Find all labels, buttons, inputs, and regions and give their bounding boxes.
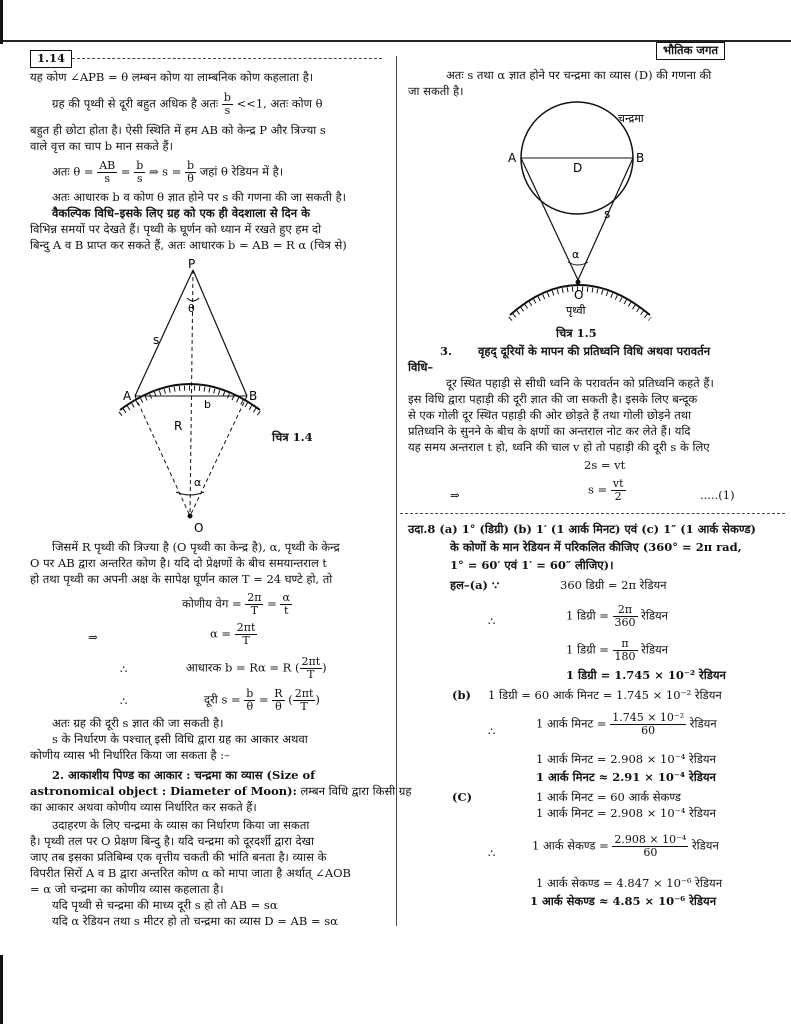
left-para-16: उदाहरण के लिए चन्द्रमा के व्यास का निर्धारण किया जा सकता <box>52 818 310 832</box>
running-title: भौतिक जगत <box>656 42 725 60</box>
angular-velocity-equation: कोणीय वेग = $\frac{2\pi}{T}$ = $\frac{\alpha}{t}$ <box>182 591 290 617</box>
left-edge-mark <box>0 0 3 44</box>
solution-a-line3: 1 डिग्री = $\frac{\pi}{180}$ रेडियन <box>566 637 669 663</box>
section-3-number: 3. <box>440 344 453 358</box>
right-para-6: प्रतिध्वनि के सुनने के बीच के क्षणों का अन्तराल नोट कर लेते हैं। यदि <box>408 424 691 438</box>
fig14-label-s: s <box>153 333 160 347</box>
fig15-label-earth: पृथ्वी <box>566 304 586 317</box>
eq3-symbol: ⇒ <box>88 630 98 644</box>
left-para-18: जाए तब इसका प्रतिबिम्ब एक वृत्तीय चकती की भांति बनता है। व्यास के <box>30 850 327 864</box>
fig15-label-o: O <box>574 288 584 302</box>
solution-label: हल–(a) ∵ <box>450 578 500 592</box>
left-para-2: ग्रह की पृथ्वी से दूरी बहुत अधिक है अतः $\frac{b}{s}$ <<1, अतः कोण θ <box>52 91 323 117</box>
left-para-20: = α जो चन्द्रमा का कोणीय व्यास कहलाता है। <box>30 882 224 896</box>
section-3-heading-line2: विधि– <box>408 360 434 374</box>
solution-c-result: 1 आर्क सेकण्ड ≈ 4.85 × 10⁻⁶ रेडियन <box>530 894 717 908</box>
right-para-2: जा सकती है। <box>408 84 464 98</box>
left-para-21: यदि पृथ्वी से चन्द्रमा की माध्य दूरी s हो तो AB = sα <box>52 898 278 912</box>
fig15-label-a: A <box>508 151 517 165</box>
eq4-symbol: ∴ <box>120 662 128 676</box>
section-3-heading: वृहद् दूरियों के मापन की प्रतिध्वनि विधि अथवा परावर्तन <box>478 344 711 358</box>
left-para-15: का आकार अथवा कोणीय व्यास निर्धारित कर सकते हैं। <box>30 800 257 814</box>
example-8-line3: 1° = 60′ एवं 1′ = 60″ लीजिए)। <box>450 558 614 572</box>
fig14-label-o: O <box>194 521 204 535</box>
fig15-label-alpha: α <box>572 248 580 261</box>
solution-a-symbol: ∴ <box>488 614 496 628</box>
alpha-equation: α = $\frac{2\pi t}{T}$ <box>210 621 256 647</box>
fig14-label-p: P <box>188 258 196 271</box>
left-para-12: अतः ग्रह की दूरी s ज्ञात की जा सकती है। <box>52 716 224 730</box>
left-para-6: वैकल्पिक विधि–इसके लिए ग्रह को एक ही वेदशाला से दिन के <box>52 206 310 220</box>
fig15-label-b: B <box>636 151 645 165</box>
fig15-label-s: s <box>604 207 611 221</box>
left-para-1: यह कोण ∠APB = θ लम्बन कोण या लाम्बनिक कोण कहलाता है। <box>30 70 314 84</box>
left-para-17: है। पृथ्वी तल पर O प्रेक्षण बिन्दु है। यदि चन्द्रमा को दूरदर्शी द्वारा देखा <box>30 834 314 848</box>
parallax-equation: अतः θ = $\frac{AB}{s}$ = $\frac{b}{s}$ ⇒ s = $\frac{b}{\theta}$ जहां θ रेडियन में है। <box>52 159 284 185</box>
distance-equation: दूरी s = $\frac{b}{\theta}$ = $\frac{R}{\theta}$ ( $\frac{2\pi t}{T}$ ) <box>204 687 320 713</box>
right-para-5: से एक गोली दूर स्थित पहाड़ी की ओर छोड़ते हैं तथा गोली छोड़ने तथा <box>408 408 692 422</box>
part-b-label: (b) <box>452 688 471 702</box>
solution-b-result: 1 आर्क मिनट ≈ 2.91 × 10⁻⁴ रेडियन <box>536 770 716 784</box>
left-para-4: वाले वृत्त का चाप b मान सकते हैं। <box>30 139 173 153</box>
left-para-8: बिन्दु A व B प्राप्त कर सकते हैं, अतः आधारक b = AB = R α (चित्र से) <box>30 238 347 252</box>
figure-1-5-caption: चित्र 1.5 <box>556 326 597 340</box>
left-para-9: जिसमें R पृथ्वी की त्रिज्या है (O पृथ्वी का केन्द्र है), α, पृथ्वी के केन्द्र <box>52 540 340 554</box>
solution-b-symbol: ∴ <box>488 724 496 738</box>
figure-1-4 <box>110 258 310 538</box>
solution-a-line1: 360 डिग्री = 2π रेडियन <box>560 578 667 592</box>
figure-1-4-caption: चित्र 1.4 <box>272 430 313 444</box>
equation-number-1: .....(1) <box>700 488 735 502</box>
right-para-1: अतः s तथा α ज्ञात होने पर चन्द्रमा का व्यास (D) की गणना की <box>446 68 712 82</box>
part-c-label: (C) <box>452 790 473 804</box>
example-8-line1: उदा.8 (a) 1° (डिग्री) (b) 1′ (1 आर्क मिनट) एवं (c) 1″ (1 आर्क सेकण्ड) <box>408 522 756 536</box>
echo-eq2-symbol: ⇒ <box>450 488 460 502</box>
left-para-11: हो तथा पृथ्वी का अपनी अक्ष के सापेक्ष घूर्णन काल T = 24 घण्टे हो, तो <box>30 572 333 586</box>
solution-c-line1: 1 आर्क मिनट = 60 आर्क सेकण्ड <box>536 790 681 804</box>
solution-b-line1: 1 डिग्री = 60 आर्क मिनट = 1.745 × 10⁻² रेडियन <box>488 688 722 702</box>
example-top-rule <box>400 513 785 515</box>
figure-1-5 <box>500 100 730 330</box>
page-number: 1.14 <box>30 50 72 68</box>
solution-b-line2: 1 आर्क मिनट = $\frac{\text{1.745 × 10⁻²}}{60}$ रेडियन <box>536 711 717 737</box>
left-para-14: कोणीय व्यास भी निर्धारित किया जा सकता है :– <box>30 748 230 762</box>
echo-equation-2: s = $\frac{vt}{2}$ <box>588 477 624 503</box>
solution-c-symbol: ∴ <box>488 846 496 860</box>
fig15-label-d: D <box>573 161 583 175</box>
left-para-7: विभिन्न समयों पर देखते हैं। पृथ्वी के घूर्णन को ध्यान में रखते हुए हम दो <box>30 222 322 236</box>
eq5-symbol: ∴ <box>120 694 128 708</box>
solution-a-result: 1 डिग्री = 1.745 × 10⁻² रेडियन <box>566 668 726 682</box>
example-8-line2: के कोणों के मान रेडियन में परिकलित कीजिए (360° = 2π rad, <box>450 540 742 554</box>
left-para-5: अतः आधारक b व कोण θ ज्ञात होने पर s की गणना की जा सकती है। <box>52 190 347 204</box>
left-para-13: s के निर्धारण के पश्चात् इसी विधि द्वारा ग्रह का आकार अथवा <box>52 732 308 746</box>
fig15-label-moon: चन्द्रमा <box>618 112 644 125</box>
right-para-3: दूर स्थित पहाड़ी से सीधी ध्वनि के परावर्तन को प्रतिध्वनि कहते हैं। <box>446 376 714 390</box>
left-para-19: विपरीत सिरों A व B द्वारा अन्तरित कोण α को मापा जाता है अर्थात् ∠AOB <box>30 866 352 880</box>
section-2-heading: 2. आकाशीय पिण्ड का आकार : चन्द्रमा का व्यास (Size of <box>52 768 316 782</box>
solution-c-line2: 1 आर्क मिनट = 2.908 × 10⁻⁴ रेडियन <box>536 806 716 820</box>
solution-c-line4: 1 आर्क सेकण्ड = 4.847 × 10⁻⁶ रेडियन <box>536 876 723 890</box>
fig14-label-theta: θ <box>188 302 195 315</box>
left-edge-mark-bottom <box>0 955 3 1024</box>
solution-a-line2: 1 डिग्री = $\frac{2\pi}{360}$ रेडियन <box>566 603 669 629</box>
left-para-3: बहुत ही छोटा होता है। ऐसी स्थिति में हम AB को केन्द्र P और त्रिज्या s <box>30 123 326 137</box>
fig14-label-a: A <box>123 389 132 403</box>
base-equation: आधारक b = Rα = R ( $\frac{2\pi t}{T}$ ) <box>186 655 327 681</box>
fig14-label-b-arc: b <box>204 398 211 411</box>
fig14-label-r: R <box>174 419 183 433</box>
left-para-10: O पर AB द्वारा अन्तरित कोण है। यदि दो प्रेक्षणों के बीच समयान्तराल t <box>30 556 328 570</box>
header-rule-left <box>72 58 382 60</box>
right-para-4: इस विधि द्वारा पहाड़ी की दूरी ज्ञात की जा सकती है। इसके लिए बन्दूक <box>408 392 698 406</box>
fig14-label-alpha: α <box>194 476 202 489</box>
solution-b-line3: 1 आर्क मिनट = 2.908 × 10⁻⁴ रेडियन <box>536 752 716 766</box>
section-2-heading-line2: astronomical object : Diameter of Moon): लम्बन विधि द्वारा किसी ग्रह <box>30 784 412 798</box>
fig14-label-b: B <box>249 389 258 403</box>
right-para-7: यह समय अन्तराल t हो, ध्वनि की चाल v हो तो पहाड़ी की दूरी s के लिए <box>408 440 710 454</box>
left-para-22: यदि α रेडियन तथा s मीटर हो तो चन्द्रमा का व्यास D = AB = sα <box>52 914 338 928</box>
echo-equation-1: 2s = vt <box>584 458 626 472</box>
solution-c-line3: 1 आर्क सेकण्ड = $\frac{\text{2.908 × 10⁻⁴}}{60}$ रेडियन <box>532 833 719 859</box>
